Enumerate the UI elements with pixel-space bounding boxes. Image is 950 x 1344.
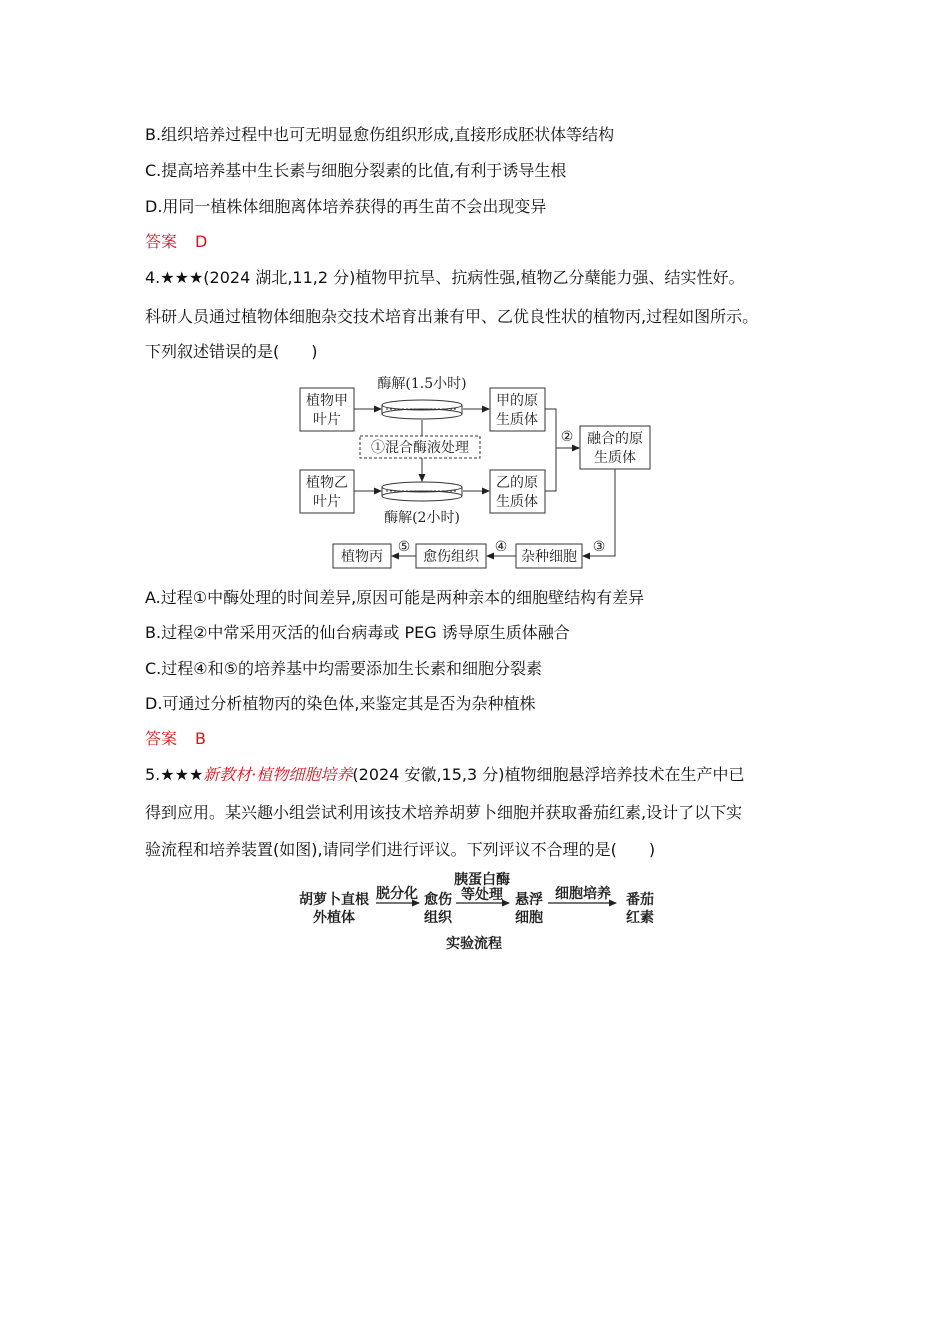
q3-option-c: C.提高培养基中生长素与细胞分裂素的比值,有利于诱导生根 <box>145 161 567 180</box>
step-3-label: ③ <box>592 539 606 555</box>
flow-dediff: 脱分化 <box>376 886 418 902</box>
answer-value: B <box>195 729 206 748</box>
q4-stem-2: 科研人员通过植物体细胞杂交技术培育出兼有甲、乙优良性状的植物丙,过程如图所示。 <box>145 307 759 326</box>
mix-enzyme-label: ①混合酶液处理 <box>371 440 469 456</box>
q5-stem-1: 植物细胞悬浮培养技术在生产中已 <box>504 765 745 784</box>
fused-label-1: 融合的原 <box>587 431 643 447</box>
answer-label: 答案 <box>145 729 178 748</box>
proto-b-label-1: 乙的原 <box>496 475 538 491</box>
flow-trypsin-2: 等处理 <box>461 887 503 903</box>
hybrid-label: 杂种细胞 <box>521 549 577 565</box>
fused-label-2: 生质体 <box>594 450 636 466</box>
enzyme-b-label: 酶解(2小时) <box>384 510 460 526</box>
enzyme-a-label: 酶解(1.5小时) <box>377 376 467 392</box>
flow-caption: 实验流程 <box>446 936 502 952</box>
plant-a-label-1: 植物甲 <box>306 393 348 409</box>
answer-value: D <box>195 232 208 251</box>
q4-option-c: C.过程④和⑤的培养基中均需要添加生长素和细胞分裂素 <box>145 659 542 678</box>
flow-suspension-1: 悬浮 <box>515 892 543 908</box>
answer-label: 答案 <box>145 232 178 251</box>
plant-b-label-2: 叶片 <box>313 494 341 510</box>
flow-callus-2: 组织 <box>424 910 452 926</box>
q4-option-a: A.过程①中酶处理的时间差异,原因可能是两种亲本的细胞壁结构有差异 <box>145 588 645 607</box>
q4-stem-3: 下列叙述错误的是( ) <box>145 342 318 361</box>
plant-a-label-2: 叶片 <box>313 412 341 428</box>
proto-a-label-2: 生质体 <box>496 412 538 428</box>
q5-number: 5.★★★ <box>145 765 204 784</box>
flow-callus-1: 愈伤 <box>424 892 452 908</box>
q5-stem-3: 验流程和培养装置(如图),请同学们进行评议。下列评议不合理的是( ) <box>145 840 656 859</box>
q5-tag: 新教材·植物细胞培养 <box>203 765 353 784</box>
proto-a-label-1: 甲的原 <box>496 393 538 409</box>
step-5-label: ⑤ <box>397 539 411 555</box>
flow-lycopene-1: 番茄 <box>626 892 654 908</box>
plant-b-label-1: 植物乙 <box>306 475 348 491</box>
flow-lycopene-2: 红素 <box>626 910 654 926</box>
q3-option-b: B.组织培养过程中也可无明显愈伤组织形成,直接形成胚状体等结构 <box>145 125 615 144</box>
flow-trypsin-1: 胰蛋白酶 <box>454 872 510 888</box>
flow-explant-2: 外植体 <box>313 910 355 926</box>
plant-c-label: 植物丙 <box>341 549 383 565</box>
q4-number: 4.★★★ <box>145 268 204 287</box>
q5-stem-2: 得到应用。某兴趣小组尝试利用该技术培养胡萝卜细胞并获取番茄红素,设计了以下实 <box>145 803 743 822</box>
flow-culture: 细胞培养 <box>555 886 611 902</box>
step-4-label: ④ <box>494 539 508 555</box>
proto-b-label-2: 生质体 <box>496 494 538 510</box>
flow-explant-1: 胡萝卜直根 <box>299 892 369 908</box>
q4-stem-1: 植物甲抗旱、抗病性强,植物乙分蘖能力强、结实性好。 <box>355 268 745 287</box>
q3-option-d: D.用同一植株体细胞离体培养获得的再生苗不会出现变异 <box>145 197 547 216</box>
q4-option-d: D.可通过分析植物丙的染色体,来鉴定其是否为杂种植株 <box>145 694 536 713</box>
q4-source: (2024 湖北,11,2 分) <box>203 268 356 287</box>
step-2-label: ② <box>560 429 574 445</box>
q5-source: (2024 安徽,15,3 分) <box>352 765 505 784</box>
flow-suspension-2: 细胞 <box>515 910 543 926</box>
callus-label: 愈伤组织 <box>423 549 479 565</box>
q4-option-b: B.过程②中常采用灭活的仙台病毒或 PEG 诱导原生质体融合 <box>145 623 570 642</box>
